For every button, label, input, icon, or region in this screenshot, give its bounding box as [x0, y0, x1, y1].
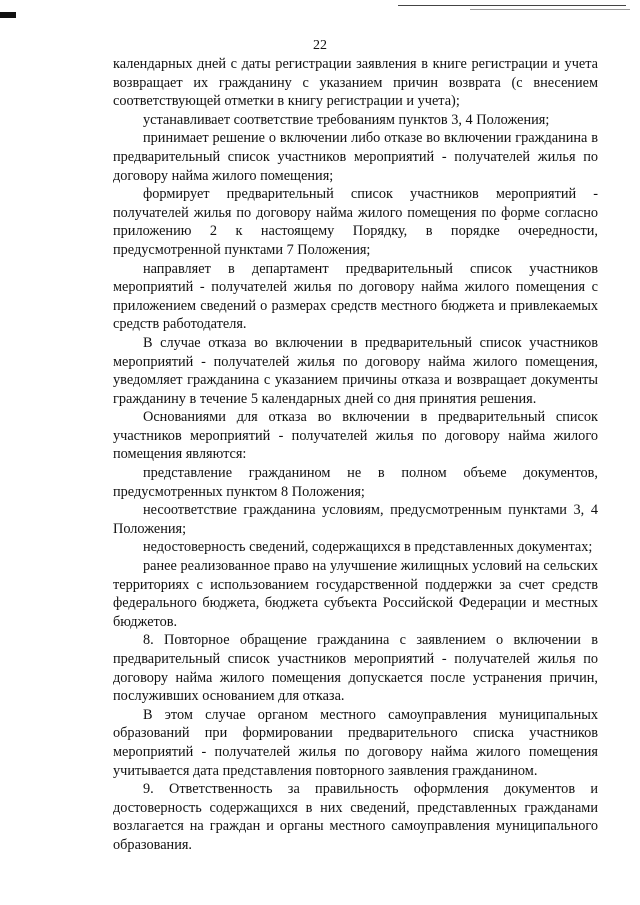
paragraph: принимает решение о включении либо отказе во включении гражданина в предварительный список участников мероприятий - получателей жилья по договору найма жилого помещения; — [113, 130, 598, 184]
scan-edge-mark — [0, 12, 16, 18]
paragraph: направляет в департамент предварительный список участников мероприятий - получателей жилья по договору найма жилого помещения с приложением сведений о размерах средств местного бюджета и привлекаемых средств работодателя. — [113, 260, 598, 333]
document-body — [113, 55, 598, 855]
page-number: 22 — [313, 38, 327, 53]
paragraph: ранее реализованное право на улучшение жилищных условий на сельских территориях с использованием государственной поддержки за счет средств федерального бюджета, бюджета субъекта Российской Федерации и местных бюджетов. — [113, 558, 598, 630]
paragraph: устанавливает соответствие требованиям пунктов 3, 4 Положения; — [143, 111, 550, 128]
paragraph: Основаниями для отказа во включении в предварительный список участников мероприятий - получателей жилья по договору найма жилого помещения являются: — [113, 409, 598, 463]
paragraph-continuation: календарных дней с даты регистрации заявления в книге регистрации и учета возвращает их гражданину с указанием причин возврата (с внесением соответствующей отметки в книгу регистрации и учета); — [113, 56, 598, 110]
paragraph: несоответствие гражданина условиям, предусмотренным пунктами 3, 4 Положения; — [113, 502, 598, 537]
paragraph: В случае отказа во включении в предварительный список участников мероприятий - получателей жилья по договору найма жилого помещения, уведомляет гражданина с указанием причины отказа и возвращает документы гражданину в течение 5 календарных дней со дня принятия решения. — [113, 334, 598, 407]
scan-header-line — [398, 5, 626, 6]
paragraph-section-8: 8. Повторное обращение гражданина с заявлением о включении в предварительный список участников мероприятий - получателей жилья по договору найма жилого помещения допускается после устранения причин, послуживших основанием для отказа. — [113, 632, 598, 705]
scan-header-line-secondary — [470, 9, 630, 10]
paragraph: формирует предварительный список участников мероприятий - получателей жилья по договору найма жилого помещения по форме согласно приложению 2 к настоящему Порядку, в порядке очередности, предусмотренной пунктами 7 Положения; — [113, 186, 598, 258]
paragraph: представление гражданином не в полном объеме документов, предусмотренных пунктом 8 Положения; — [113, 465, 598, 500]
paragraph-section-9: 9. Ответственность за правильность оформления документов и достоверность содержащихся в них сведений, представленных гражданами возлагается на граждан и органы местного самоуправления муниципального образования. — [113, 781, 598, 853]
paragraph: В этом случае органом местного самоуправления муниципальных образований при формировании предварительного списка участников мероприятий - получателей жилья по договору найма жилого помещения учитывается дата представления повторного заявления гражданином. — [113, 706, 598, 779]
paragraph: недостоверность сведений, содержащихся в представленных документах; — [143, 539, 593, 556]
